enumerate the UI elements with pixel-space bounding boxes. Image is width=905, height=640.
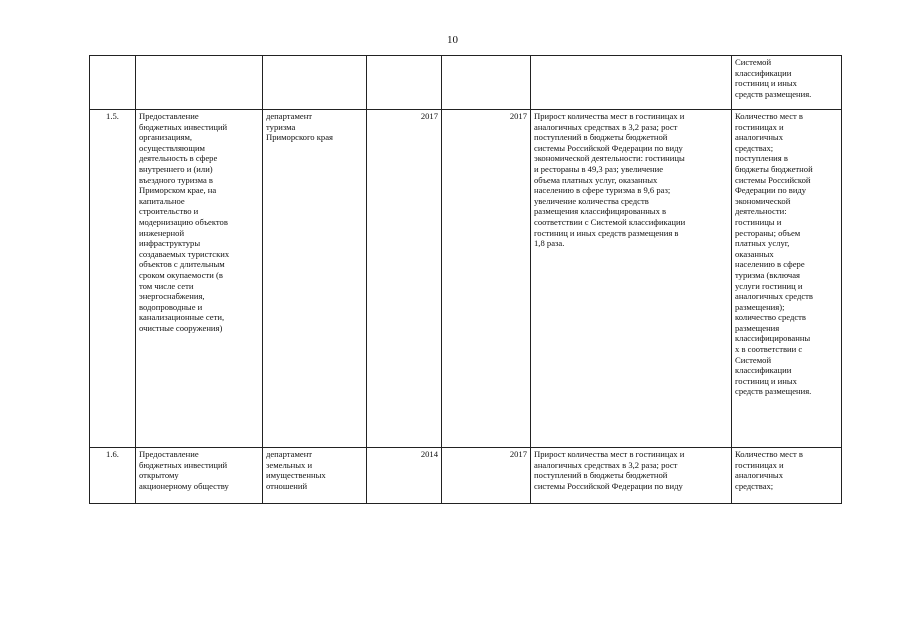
cell-indicators: Количество мест в гостиницах и аналогичных средствах; [732,448,842,504]
cell-num: 1.5. [90,110,136,448]
table-row [90,448,842,504]
cell-result: Прирост количества мест в гостиницах и аналогичных средствах в 3,2 раза; рост поступлений в бюджеты бюджетной системы Российской Федерации по виду экономической деятельности: гостиницы и рестораны в 49,3 раз; увеличение объема платных услуг, оказанных населению в сфере туризма в 9,6 раз; увеличение количества средств размещения классифицированных в соответствии с Системой классификации гостиниц и иных средств размещения в 1,8 раза. [531,110,732,448]
cell-executor: департамент туризма Приморского края [263,110,367,448]
cell-result: Прирост количества мест в гостиницах и аналогичных средствах в 3,2 раза; рост поступлений в бюджеты бюджетной системы Российской Федерации по виду [531,448,732,504]
cell-end-year: 2017 [442,448,531,504]
program-measures-table [89,55,842,504]
cell-result [531,56,732,110]
cell-executor [263,56,367,110]
table-row [90,56,842,110]
cell-measure: Предоставление бюджетных инвестиций организациям, осуществляющим деятельность в сфере внутреннего и (или) въездного туризма в Приморском крае, на капитальное строительство и модернизацию объектов инженерной инфраструктуры создаваемых туристских объектов с длительным сроком окупаемости (в том числе сети энергоснабжения, водопроводные и канализационные сети, очистные сооружения) [136,110,263,448]
cell-measure: Предоставление бюджетных инвестиций открытому акционерному обществу [136,448,263,504]
cell-end-year: 2017 [442,110,531,448]
cell-measure [136,56,263,110]
cell-executor: департамент земельных и имущественных отношений [263,448,367,504]
cell-end-year [442,56,531,110]
cell-indicators: Количество мест в гостиницах и аналогичных средствах; поступления в бюджеты бюджетной системы Российской Федерации по виду экономической деятельности: гостиницы и рестораны; объем платных услуг, оказанных населению в сфере туризма (включая услуги гостиниц и аналогичных средств размещения); количество средств размещения классифицированны х в соответствии с Системой классификации гостиниц и иных средств размещения. [732,110,842,448]
cell-start-year [367,56,442,110]
cell-num [90,56,136,110]
page-number: 10 [447,34,458,46]
table-row [90,110,842,448]
cell-indicators: Системой классификации гостиниц и иных средств размещения. [732,56,842,110]
cell-num: 1.6. [90,448,136,504]
cell-start-year: 2017 [367,110,442,448]
cell-start-year: 2014 [367,448,442,504]
